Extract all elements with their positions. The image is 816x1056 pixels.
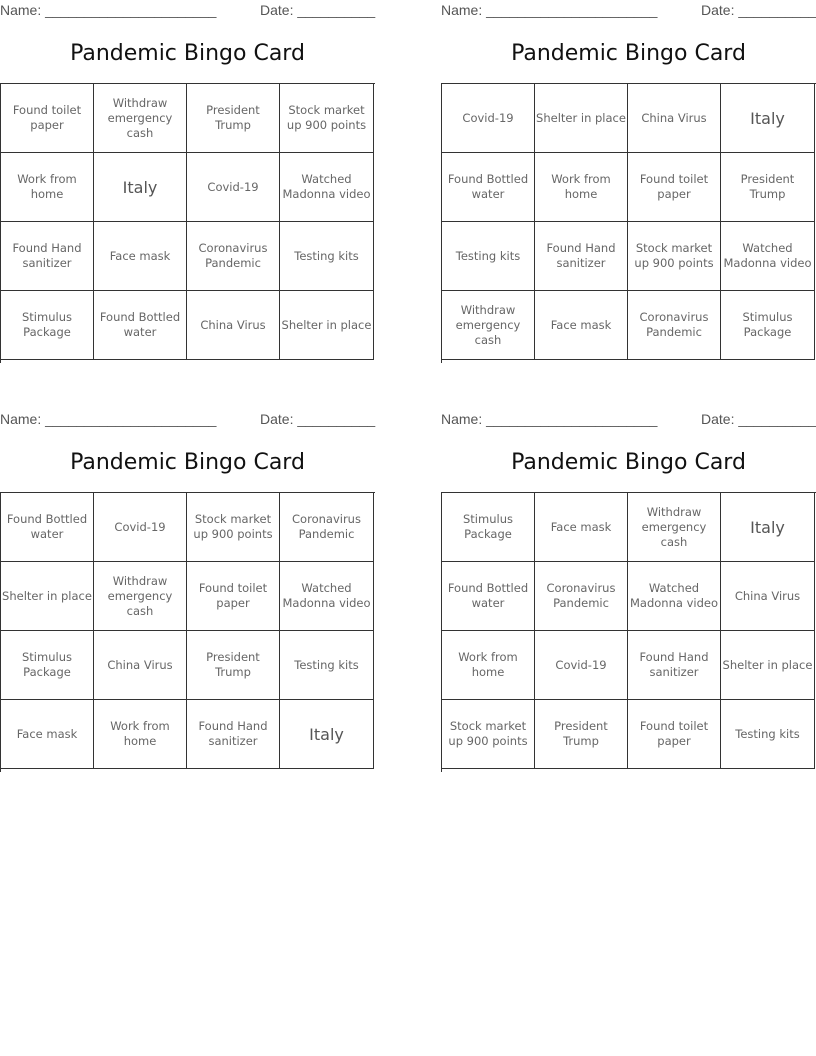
bingo-cell: Shelter in place xyxy=(1,562,94,631)
bingo-cell: Withdraw emergency cash xyxy=(94,562,187,631)
bingo-cell: Italy xyxy=(721,84,815,153)
date-field: Date: __________ xyxy=(260,2,376,18)
bingo-cell: China Virus xyxy=(628,84,721,153)
bingo-cell: Covid-19 xyxy=(535,631,628,700)
name-date-row xyxy=(441,2,816,20)
bingo-cell: Found toilet paper xyxy=(628,153,721,222)
bingo-cell: Stock market up 900 points xyxy=(442,700,535,769)
bingo-cell: Withdraw emergency cash xyxy=(628,493,721,562)
bingo-cell: Coronavirus Pandemic xyxy=(628,291,721,360)
bingo-cell: Work from home xyxy=(442,631,535,700)
bingo-cell: Found Hand sanitizer xyxy=(1,222,94,291)
card-title: Pandemic Bingo Card xyxy=(70,41,305,66)
bingo-cell: Shelter in place xyxy=(280,291,374,360)
bingo-cell: Found Bottled water xyxy=(1,493,94,562)
bingo-cell: Work from home xyxy=(94,700,187,769)
bingo-cell: Face mask xyxy=(94,222,187,291)
bingo-cell: Italy xyxy=(280,700,374,769)
bingo-cell: Stock market up 900 points xyxy=(187,493,280,562)
bingo-cell: President Trump xyxy=(187,84,280,153)
bingo-cell: Found Hand sanitizer xyxy=(187,700,280,769)
bingo-cell: Found Hand sanitizer xyxy=(535,222,628,291)
bingo-cell: Shelter in place xyxy=(535,84,628,153)
bingo-grid xyxy=(0,492,375,772)
bingo-cell: Testing kits xyxy=(721,700,815,769)
bingo-cell: Watched Madonna video xyxy=(721,222,815,291)
date-field: Date: __________ xyxy=(260,411,376,427)
bingo-cell: Testing kits xyxy=(442,222,535,291)
bingo-cell: Found Bottled water xyxy=(442,562,535,631)
card-title: Pandemic Bingo Card xyxy=(511,450,746,475)
bingo-cell: Stock market up 900 points xyxy=(280,84,374,153)
bingo-cell: Shelter in place xyxy=(721,631,815,700)
name-field: Name: ______________________ xyxy=(441,2,658,18)
bingo-card xyxy=(0,0,375,365)
name-date-row xyxy=(441,411,816,429)
bingo-cell: Testing kits xyxy=(280,631,374,700)
bingo-cell: China Virus xyxy=(187,291,280,360)
bingo-cell: President Trump xyxy=(187,631,280,700)
bingo-card xyxy=(0,409,375,774)
bingo-card xyxy=(441,0,816,365)
bingo-cell: Found toilet paper xyxy=(1,84,94,153)
bingo-cell: China Virus xyxy=(94,631,187,700)
bingo-cell: Covid-19 xyxy=(442,84,535,153)
bingo-cell: Withdraw emergency cash xyxy=(94,84,187,153)
bingo-cell: Stimulus Package xyxy=(721,291,815,360)
bingo-cell: Covid-19 xyxy=(187,153,280,222)
bingo-cell: Italy xyxy=(94,153,187,222)
bingo-cell: Found toilet paper xyxy=(628,700,721,769)
name-field: Name: ______________________ xyxy=(0,411,217,427)
bingo-cell: Withdraw emergency cash xyxy=(442,291,535,360)
date-field: Date: __________ xyxy=(701,2,816,18)
bingo-cell: Italy xyxy=(721,493,815,562)
date-field: Date: __________ xyxy=(701,411,816,427)
bingo-cell: China Virus xyxy=(721,562,815,631)
bingo-grid xyxy=(0,83,375,363)
bingo-cell: Stimulus Package xyxy=(1,631,94,700)
bingo-grid xyxy=(441,492,816,772)
name-field: Name: ______________________ xyxy=(0,2,217,18)
name-date-row xyxy=(0,2,375,20)
bingo-cell: Stimulus Package xyxy=(1,291,94,360)
card-title: Pandemic Bingo Card xyxy=(70,450,305,475)
bingo-cell: Watched Madonna video xyxy=(280,153,374,222)
bingo-cell: Testing kits xyxy=(280,222,374,291)
name-field: Name: ______________________ xyxy=(441,411,658,427)
bingo-cell: Found Hand sanitizer xyxy=(628,631,721,700)
bingo-cell: Watched Madonna video xyxy=(280,562,374,631)
bingo-cell: Stock market up 900 points xyxy=(628,222,721,291)
bingo-cell: Stimulus Package xyxy=(442,493,535,562)
bingo-cell: Coronavirus Pandemic xyxy=(280,493,374,562)
bingo-cell: Covid-19 xyxy=(94,493,187,562)
bingo-cell: Work from home xyxy=(1,153,94,222)
bingo-grid xyxy=(441,83,816,363)
bingo-cell: President Trump xyxy=(721,153,815,222)
bingo-card xyxy=(441,409,816,774)
bingo-cell: President Trump xyxy=(535,700,628,769)
card-title: Pandemic Bingo Card xyxy=(511,41,746,66)
bingo-cell: Found toilet paper xyxy=(187,562,280,631)
bingo-cell: Watched Madonna video xyxy=(628,562,721,631)
bingo-cell: Face mask xyxy=(1,700,94,769)
bingo-cell: Found Bottled water xyxy=(442,153,535,222)
bingo-cell: Coronavirus Pandemic xyxy=(187,222,280,291)
name-date-row xyxy=(0,411,375,429)
bingo-cell: Face mask xyxy=(535,493,628,562)
bingo-cell: Coronavirus Pandemic xyxy=(535,562,628,631)
bingo-cell: Found Bottled water xyxy=(94,291,187,360)
bingo-cell: Work from home xyxy=(535,153,628,222)
bingo-cell: Face mask xyxy=(535,291,628,360)
